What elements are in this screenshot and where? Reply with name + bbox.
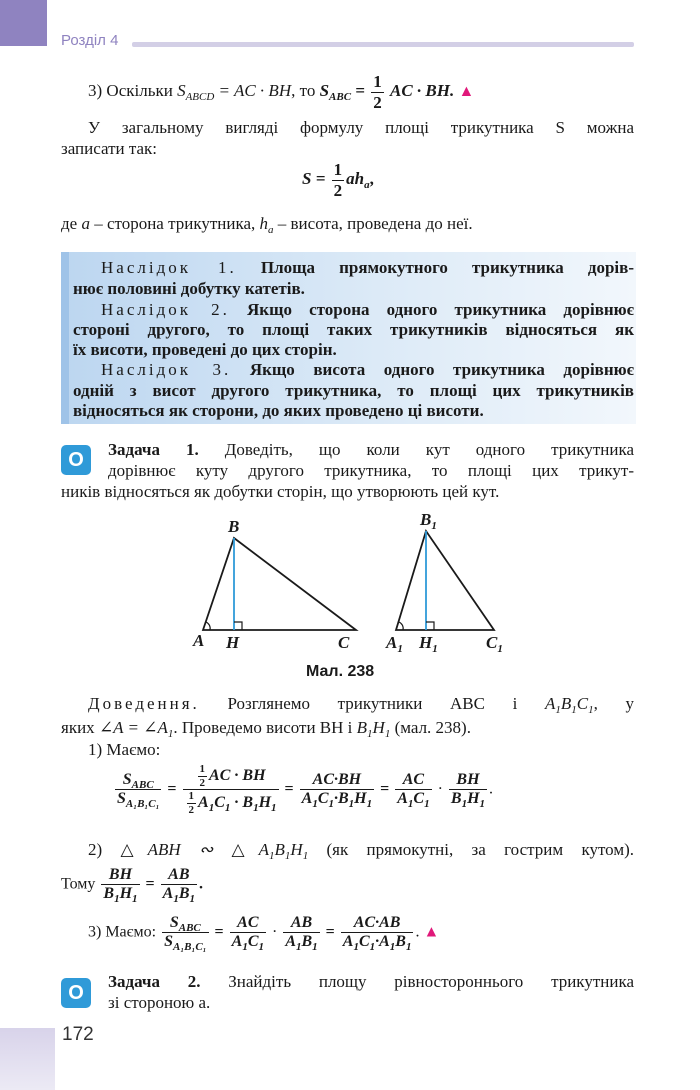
corollary2-line3: їх висоти, проведені до цих сторін.	[73, 340, 337, 359]
area-ratio-equation: $\frac{S_{ABC}}{S_{A_1B_1C_1}}$ = $\frac{1}{2}$ AC · BH $\frac{1}{2}$ $A_1C_1 \cdot B_1H_1$ = $\frac{AC\cdot BH}{A_1C_1\cdot B_1H_1}$ = $\frac{AC}{A_1C_1}$ · $\frac{BH}{B_1H_1}$ .	[117, 763, 494, 816]
task1-line2: дорівнює куту другого трикутника, то площі цих трикут-	[108, 461, 634, 480]
label-h1: $H_1$	[419, 633, 438, 655]
label-b1: $B_1$	[420, 510, 437, 532]
task1-line1: Задача 1. Доведіть, що коли кут одного трикутника	[108, 440, 635, 459]
general-text-line1: У загальному вигляді формулу площі трикутника S можна	[88, 118, 634, 137]
proof-line1: Доведення. Розглянемо трикутники ABC і $A_1B_1C_1$, у	[88, 694, 634, 716]
triangle-a1b1c1	[396, 531, 494, 630]
label-a1: $A_1$	[386, 633, 403, 655]
footer-tab	[0, 1028, 55, 1090]
end-of-proof-icon: ▲	[423, 923, 440, 941]
task1-line3: ників відносяться як добутки сторін, що утворюють цей кут.	[61, 482, 500, 501]
proof-tomu-line: Тому $\frac{BH}{B_1H_1}$ = $\frac{AB}{A_1B_1}$ .	[61, 866, 203, 906]
area-formula: S = $\frac{1}{2}$ $ah_a$,	[302, 160, 374, 200]
angle-mark-a1	[399, 622, 403, 630]
label-a: A	[193, 631, 205, 650]
proof-step1: 1) Маємо:	[88, 740, 161, 759]
general-text-line2: записати так:	[61, 139, 158, 158]
end-of-proof-icon: ▲	[458, 82, 475, 100]
right-angle-mark-h1	[426, 622, 434, 630]
header-rule	[132, 42, 634, 47]
corollaries-accent-bar	[61, 252, 69, 424]
task2-line1: Задача 2. Знайдіть площу рівностороннього трикутника	[108, 972, 634, 991]
corollary3-line2: одній з висот другого трикутника, то площі цих трикутників	[73, 381, 634, 400]
label-h: H	[226, 633, 240, 652]
proof-step2: 2) △ABH ∾ $\triangle A_1B_1H_1$ (як прямокутні, за гострим кутом).	[88, 840, 635, 862]
corollary1-line1: Наслідок 1. Площа прямокутного трикутника дорів-	[101, 258, 634, 277]
section-label: Розділ 4	[61, 32, 119, 49]
angle-mark-a	[206, 622, 210, 630]
label-c: C	[338, 633, 350, 652]
figure-caption: Мал. 238	[306, 663, 375, 680]
corollary3-line3: відносяться як сторони, до яких проведено ці висоти.	[73, 401, 484, 420]
corollary3-line1: Наслідок 3. Якщо висота одного трикутника дорівнює	[101, 360, 634, 379]
corollary2-line1: Наслідок 2. Якщо сторона одного трикутника дорівнює	[101, 300, 635, 319]
page-number: 172	[62, 1024, 94, 1045]
label-c1: $C_1$	[486, 633, 503, 655]
corner-tab	[0, 0, 47, 46]
step3-top-line: 3) Оскільки $S_{ABCD}$ = AC · BH, то $S_{ABC}$ = $\frac{1}{2}$ AC · BH. ▲	[88, 72, 475, 112]
formula-explanation: де a – сторона трикутника, $h_a$ – висота, проведена до неї.	[61, 214, 473, 236]
task-key-icon: О	[61, 978, 91, 1008]
corollary2-line2: стороні другого, то площі таких трикутників відносяться як	[73, 320, 634, 339]
task-key-icon: О	[61, 445, 91, 475]
right-angle-mark-h	[234, 622, 242, 630]
label-b: B	[228, 517, 240, 536]
triangle-abc	[203, 538, 356, 630]
proof-line2: яких ∠A = $\angle A_1$. Проведемо висоти BH і $B_1H_1$ (мал. 238).	[61, 718, 471, 740]
task2-line2: зі стороною a.	[108, 993, 211, 1012]
proof-step3: 3) Маємо: $\frac{S_{ABC}}{S_{A_1B_1C_1}}$ = $\frac{AC}{A_1C_1}$ · $\frac{AB}{A_1B_1}$ = $\frac{AC\cdot AB}{A_1C_1\cdot A_1B_1}$ . ▲	[88, 914, 440, 954]
corollary1-line2: нює половині добутку катетів.	[73, 279, 305, 298]
